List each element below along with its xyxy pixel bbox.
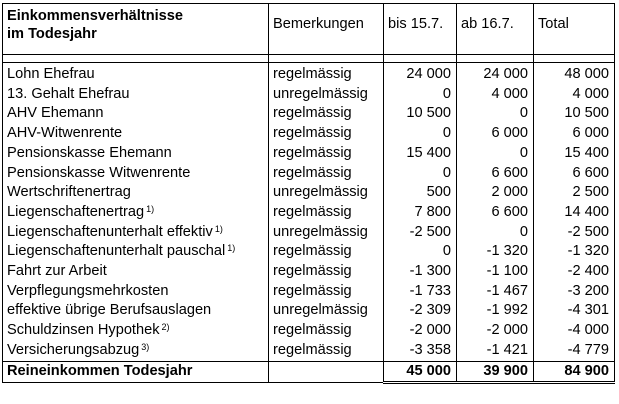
- total-sum: 84 900: [534, 361, 615, 383]
- row-total-text: -1 320: [567, 243, 609, 260]
- row-remark-text: regelmässig: [273, 341, 352, 358]
- row-until-text: 15 400: [406, 144, 451, 161]
- row-remark-text: regelmässig: [273, 322, 352, 339]
- row-from-text: -2 000: [486, 322, 528, 339]
- header-until: bis 15.7.: [384, 4, 457, 55]
- row-label: [3, 223, 269, 243]
- row-label-text: AHV-Witwenrente: [7, 125, 123, 142]
- row-total-text: 48 000: [564, 66, 609, 82]
- row-until-text: -2 500: [409, 223, 451, 240]
- row-total: [534, 341, 615, 361]
- row-label: [3, 63, 269, 85]
- income-table: [2, 3, 615, 384]
- row-remark: [269, 262, 384, 282]
- row-from: [457, 203, 534, 223]
- table-row: [3, 262, 615, 282]
- row-label-text: Pensionskasse Ehemann: [7, 144, 172, 161]
- row-label-text: Liegenschaftenunterhalt pauschal: [7, 243, 226, 260]
- row-until-text: -1 733: [409, 282, 451, 299]
- row-label-text: Verpflegungsmehrkosten: [7, 282, 169, 299]
- row-total: [534, 203, 615, 223]
- row-label: [3, 183, 269, 203]
- spacer-cell: [269, 55, 384, 63]
- row-remark-text: unregelmässig: [273, 302, 368, 319]
- row-label-text: Wertschriftenertrag: [7, 184, 131, 201]
- row-until: [384, 321, 457, 341]
- row-total: [534, 183, 615, 203]
- row-label: [3, 242, 269, 262]
- row-remark: [269, 104, 384, 124]
- row-until-text: 500: [426, 184, 451, 201]
- table-row: [3, 242, 615, 262]
- row-until: [384, 164, 457, 184]
- table-row: [3, 164, 615, 184]
- row-from-text: 0: [519, 144, 528, 161]
- row-total-text: 10 500: [564, 105, 609, 122]
- table-row: [3, 124, 615, 144]
- row-label-text: Fahrt zur Arbeit: [7, 263, 107, 280]
- spacer-cell: [384, 55, 457, 63]
- spacer-row: [3, 55, 615, 63]
- row-from-text: -1 992: [486, 302, 528, 319]
- row-label-text: AHV Ehemann: [7, 105, 104, 122]
- row-until: [384, 183, 457, 203]
- row-until: [384, 242, 457, 262]
- row-remark: [269, 164, 384, 184]
- row-label: [3, 341, 269, 361]
- row-label-text: Schuldzinsen Hypothek: [7, 322, 160, 339]
- row-from: [457, 223, 534, 243]
- row-total: [534, 144, 615, 164]
- row-label: [3, 124, 269, 144]
- row-remark-text: unregelmässig: [273, 223, 368, 240]
- table-row: [3, 282, 615, 302]
- row-label-text: Versicherungsabzug: [7, 341, 140, 358]
- row-total-text: -2 400: [567, 263, 609, 280]
- row-until: [384, 104, 457, 124]
- row-until-text: 0: [442, 85, 451, 102]
- row-remark: [269, 242, 384, 262]
- row-total-text: 6 600: [572, 164, 609, 181]
- total-row: [3, 361, 615, 383]
- table-row: [3, 341, 615, 361]
- row-until-text: 10 500: [406, 105, 451, 122]
- row-from: [457, 242, 534, 262]
- row-remark-text: regelmässig: [273, 263, 352, 280]
- spacer-cell: [457, 55, 534, 63]
- row-from-text: 4 000: [491, 85, 528, 102]
- row-total: [534, 321, 615, 341]
- title-line-2: im Todesjahr: [7, 25, 97, 42]
- table-row: [3, 104, 615, 124]
- header-total: Total: [534, 4, 615, 55]
- row-until: [384, 223, 457, 243]
- row-label: [3, 144, 269, 164]
- row-from: [457, 183, 534, 203]
- row-total: [534, 85, 615, 105]
- table-row: [3, 85, 615, 105]
- row-from: [457, 164, 534, 184]
- row-from-text: 6 600: [491, 164, 528, 181]
- row-total-text: 14 400: [564, 203, 609, 220]
- row-remark: [269, 223, 384, 243]
- spacer-cell: [534, 55, 615, 63]
- row-remark-text: regelmässig: [273, 144, 352, 161]
- row-until: [384, 262, 457, 282]
- row-remark: [269, 321, 384, 341]
- row-from: [457, 104, 534, 124]
- row-remark-text: regelmässig: [273, 282, 352, 299]
- row-until-text: 24 000: [406, 66, 451, 82]
- row-from-text: -1 421: [486, 341, 528, 358]
- row-remark: [269, 144, 384, 164]
- table-row: [3, 301, 615, 321]
- row-total: [534, 223, 615, 243]
- row-total-text: 2 500: [572, 184, 609, 201]
- row-label: [3, 164, 269, 184]
- footnote-marker: 2): [161, 322, 170, 333]
- row-label-text: Liegenschaftenertrag: [7, 203, 145, 220]
- row-remark: [269, 85, 384, 105]
- row-label: [3, 321, 269, 341]
- row-remark: [269, 282, 384, 302]
- row-remark-text: unregelmässig: [273, 85, 368, 102]
- row-from-text: 6 000: [491, 125, 528, 142]
- row-remark-text: regelmässig: [273, 203, 352, 220]
- row-total-text: 15 400: [564, 144, 609, 161]
- header-from: ab 16.7.: [457, 4, 534, 55]
- total-remark-empty: [269, 361, 384, 383]
- row-total-text: -2 500: [567, 223, 609, 240]
- row-from-text: 0: [519, 105, 528, 122]
- row-until: [384, 63, 457, 85]
- row-remark-text: regelmässig: [273, 66, 352, 82]
- row-total-text: -4 779: [567, 341, 609, 358]
- row-until: [384, 144, 457, 164]
- total-label: Reineinkommen Todesjahr: [3, 361, 269, 383]
- footnote-marker: 1): [227, 243, 236, 254]
- row-from: [457, 85, 534, 105]
- header-row: [3, 4, 615, 55]
- title-line-1: Einkommensverhältnisse: [7, 8, 184, 24]
- row-total-text: 6 000: [572, 125, 609, 142]
- row-remark: [269, 341, 384, 361]
- table-row: [3, 223, 615, 243]
- row-until-text: -3 358: [409, 341, 451, 358]
- row-total: [534, 164, 615, 184]
- row-total: [534, 124, 615, 144]
- total-from: 39 900: [457, 361, 534, 383]
- row-label-text: Liegenschaftenunterhalt effektiv: [7, 223, 213, 240]
- row-label: [3, 203, 269, 223]
- row-total-text: 4 000: [572, 85, 609, 102]
- table-row: [3, 203, 615, 223]
- row-from: [457, 301, 534, 321]
- table-row: [3, 183, 615, 203]
- row-from-text: 2 000: [491, 184, 528, 201]
- row-total: [534, 282, 615, 302]
- row-label: [3, 104, 269, 124]
- row-from: [457, 341, 534, 361]
- row-from: [457, 321, 534, 341]
- row-until: [384, 124, 457, 144]
- row-total: [534, 104, 615, 124]
- row-total-text: -3 200: [567, 282, 609, 299]
- row-from: [457, 144, 534, 164]
- row-label: [3, 85, 269, 105]
- row-label-text: Pensionskasse Witwenrente: [7, 164, 191, 181]
- row-total-text: -4 301: [567, 302, 609, 319]
- row-label-text: 13. Gehalt Ehefrau: [7, 85, 130, 102]
- row-from: [457, 63, 534, 85]
- row-label: [3, 262, 269, 282]
- row-from: [457, 262, 534, 282]
- table-row: [3, 144, 615, 164]
- row-from-text: 24 000: [483, 66, 528, 82]
- footnote-marker: 1): [214, 223, 223, 234]
- row-from-text: -1 320: [486, 243, 528, 260]
- row-remark-text: regelmässig: [273, 164, 352, 181]
- row-total-text: -4 000: [567, 322, 609, 339]
- row-until-text: 0: [442, 243, 451, 260]
- spacer-cell: [3, 55, 269, 63]
- row-until: [384, 282, 457, 302]
- row-label-text: Lohn Ehefrau: [7, 66, 95, 82]
- row-remark: [269, 183, 384, 203]
- row-until-text: 7 800: [414, 203, 451, 220]
- row-label: [3, 282, 269, 302]
- income-table-body: [3, 4, 615, 383]
- table-row: [3, 321, 615, 341]
- row-remark: [269, 203, 384, 223]
- row-remark-text: regelmässig: [273, 105, 352, 122]
- row-remark: [269, 63, 384, 85]
- row-until-text: 0: [442, 125, 451, 142]
- row-from: [457, 282, 534, 302]
- total-until: 45 000: [384, 361, 457, 383]
- row-remark: [269, 301, 384, 321]
- footnote-marker: 3): [141, 341, 150, 352]
- row-remark-text: regelmässig: [273, 125, 352, 142]
- footnote-marker: 1): [146, 203, 155, 214]
- row-total: [534, 301, 615, 321]
- table-title: [3, 4, 269, 55]
- row-until: [384, 341, 457, 361]
- row-label-text: effektive übrige Berufsauslagen: [7, 302, 212, 319]
- row-from-text: 6 600: [491, 203, 528, 220]
- row-label: [3, 301, 269, 321]
- row-total: [534, 262, 615, 282]
- row-until-text: -1 300: [409, 263, 451, 280]
- row-until: [384, 85, 457, 105]
- row-until-text: -2 309: [409, 302, 451, 319]
- row-until-text: 0: [442, 164, 451, 181]
- row-total: [534, 63, 615, 85]
- table-row: [3, 63, 615, 85]
- row-from-text: -1 100: [486, 263, 528, 280]
- row-until-text: -2 000: [409, 322, 451, 339]
- row-from-text: -1 467: [486, 282, 528, 299]
- row-remark: [269, 124, 384, 144]
- header-remarks: Bemerkungen: [269, 4, 384, 55]
- row-from-text: 0: [519, 223, 528, 240]
- row-until: [384, 301, 457, 321]
- row-from: [457, 124, 534, 144]
- row-remark-text: unregelmässig: [273, 184, 368, 201]
- row-total: [534, 242, 615, 262]
- row-until: [384, 203, 457, 223]
- row-remark-text: regelmässig: [273, 243, 352, 260]
